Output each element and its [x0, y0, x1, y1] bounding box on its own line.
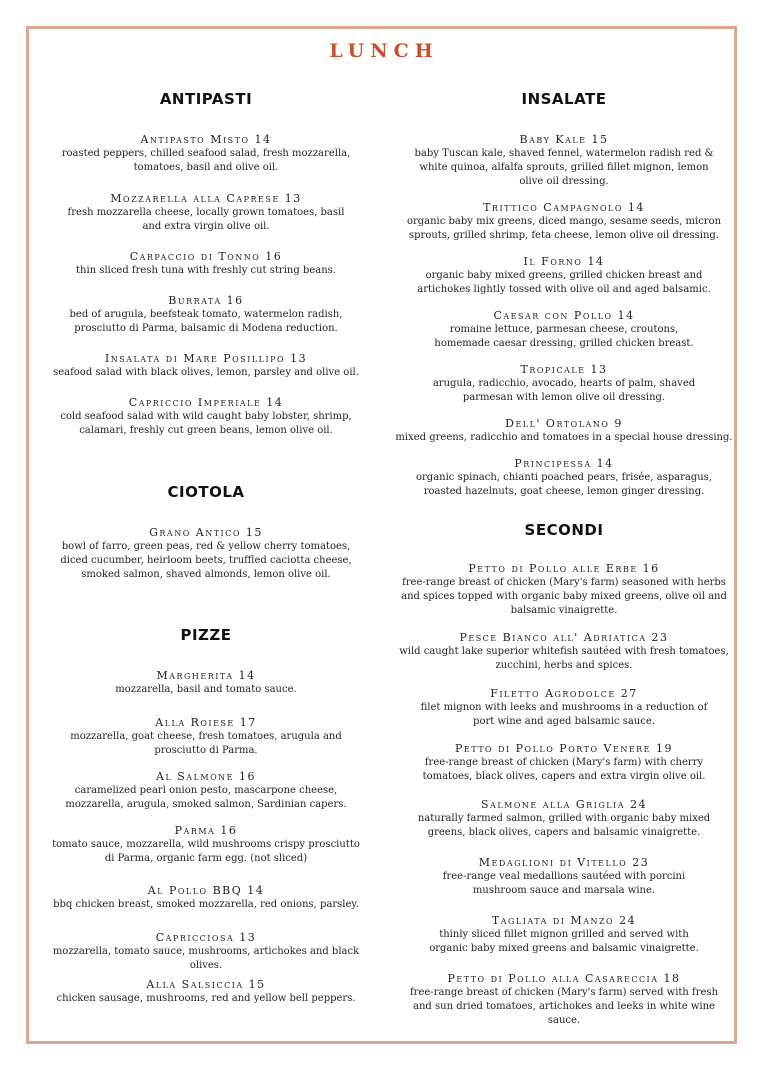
right-column [394, 0, 734, 1076]
item-description: seafood salad with black olives, lemon, parsley and olive oil. [53, 367, 359, 378]
item-description: baby Tuscan kale, shaved fennel, watermelon radish red & white quinoa, alfalfa sprouts, grilled fillet mignon, lemon olive oil dressing. [414, 148, 714, 187]
section-heading-ciotola: CIOTOLA [167, 483, 245, 501]
menu-item [394, 687, 734, 729]
item-description: roasted peppers, chilled seafood salad, fresh mozzarella, tomatoes, basil and olive oil. [61, 148, 351, 173]
item-description: mozzarella, goat cheese, fresh tomatoes, arugula and prosciutto di Parma. [70, 731, 342, 756]
menu-item [36, 770, 376, 812]
item-description: free-range breast of chicken (Mary's farm) served with fresh and sun dried tomatoes, artichokes and leeks in white wine sauce. [409, 987, 719, 1026]
menu-item [394, 631, 734, 673]
item-description: free-range breast of chicken (Mary's farm) with cherry tomatoes, black olives, capers and extra virgin olive oil. [422, 757, 706, 782]
item-description: thin sliced fresh tuna with freshly cut string beans. [76, 265, 336, 276]
item-name: Tropicale 13 [520, 363, 608, 376]
section-heading-secondi: SECONDI [524, 521, 604, 539]
item-name: Petto di Pollo alle Erbe 16 [468, 562, 660, 575]
item-description: chicken sausage, mushrooms, red and yellow bell peppers. [56, 993, 356, 1004]
item-name: Principessa 14 [514, 457, 614, 470]
menu-item [394, 309, 734, 351]
menu-item [394, 255, 734, 297]
menu-item [36, 716, 376, 758]
item-name: Capricciosa 13 [155, 931, 257, 944]
item-name: Dell' Ortolano 9 [505, 417, 623, 430]
item-name: Grano Antico 15 [149, 526, 263, 539]
item-description: cold seafood salad with wild caught baby lobster, shrimp, calamari, freshly cut green beans, lemon olive oil. [60, 411, 352, 436]
menu-item [394, 798, 734, 840]
item-name: Insalata di Mare Posillipo 13 [104, 352, 308, 365]
item-name: Margherita 14 [156, 669, 256, 682]
item-name: Parma 16 [174, 824, 238, 837]
menu-item [394, 133, 734, 189]
item-description: mozzarella, basil and tomato sauce. [115, 684, 297, 695]
item-description: mozzarella, tomato sauce, mushrooms, artichokes and black olives. [52, 946, 360, 971]
menu-item [36, 396, 376, 438]
item-description: mixed greens, radicchio and tomatoes in a special house dressing. [395, 432, 733, 443]
item-description: free-range breast of chicken (Mary's farm) seasoned with herbs and spices topped with organic baby mixed greens, olive oil and balsamic vinaigrette. [401, 577, 727, 616]
item-name: Al Salmone 16 [156, 770, 256, 783]
menu-title: LUNCH [329, 40, 439, 62]
item-name: Tagliata di Manzo 24 [491, 914, 637, 927]
item-description: thinly sliced fillet mignon grilled and served with organic baby mixed greens and balsamic vinaigrette. [429, 929, 699, 954]
item-description: bbq chicken breast, smoked mozzarella, red onions, parsley. [53, 899, 359, 910]
section-heading-insalate: INSALATE [521, 90, 607, 108]
item-description: caramelized pearl onion pesto, mascarpone cheese, mozzarella, arugula, smoked salmon, Sardinian capers. [65, 785, 347, 810]
item-name: Al Pollo BBQ 14 [147, 884, 265, 897]
item-name: Caesar con Pollo 14 [493, 309, 635, 322]
item-description: organic baby mix greens, diced mango, sesame seeds, micron sprouts, grilled shrimp, feta cheese, lemon olive oil dressing. [406, 216, 722, 241]
item-name: Mozzarella alla Caprese 13 [110, 192, 302, 205]
menu-item [394, 742, 734, 784]
menu-item [394, 201, 734, 243]
item-name: Alla Salsiccia 15 [146, 978, 266, 991]
item-description: tomato sauce, mozzarella, wild mushrooms crispy prosciutto di Parma, organic farm egg. (not sliced) [52, 839, 360, 864]
section-heading-antipasti: ANTIPASTI [159, 90, 253, 108]
item-name: Trittico Campagnolo 14 [483, 201, 645, 214]
menu-item [36, 192, 376, 234]
section-heading-pizze: PIZZE [180, 626, 232, 644]
menu-item [394, 562, 734, 618]
left-column [36, 0, 376, 1076]
menu-item [394, 972, 734, 1028]
item-name: Salmone alla Griglia 24 [481, 798, 647, 811]
item-name: Filetto Agrodolce 27 [490, 687, 638, 700]
item-name: Capriccio Imperiale 14 [128, 396, 284, 409]
item-description: filet mignon with leeks and mushrooms in a reduction of port wine and aged balsamic sauce. [420, 702, 708, 727]
item-description: bed of arugula, beefsteak tomato, watermelon radish, prosciutto di Parma, balsamic di Modena reduction. [69, 309, 343, 334]
item-name: Burrata 16 [168, 294, 244, 307]
menu-item [36, 824, 376, 866]
menu-item [36, 352, 376, 380]
menu-item [36, 133, 376, 175]
item-name: Baby Kale 15 [519, 133, 609, 146]
item-name: Il Forno 14 [523, 255, 605, 268]
menu-item [36, 294, 376, 336]
item-description: bowl of farro, green peas, red & yellow cherry tomatoes, diced cucumber, heirloom beets, truffled caciotta cheese, smoked salmon, shaved almonds, lemon olive oil. [60, 541, 352, 580]
item-name: Antipasto Misto 14 [140, 133, 272, 146]
item-description: wild caught lake superior whitefish sautéed with fresh tomatoes, zucchini, herbs and spices. [399, 646, 729, 671]
item-name: Alla Roiese 17 [155, 716, 257, 729]
item-description: organic spinach, chianti poached pears, frisée, asparagus, roasted hazelnuts, goat cheese, lemon ginger dressing. [416, 472, 712, 497]
menu-item [394, 856, 734, 898]
item-name: Petto di Pollo alla Casareccia 18 [447, 972, 681, 985]
item-name: Carpaccio di Tonno 16 [129, 250, 283, 263]
menu-item [36, 250, 376, 278]
menu-item [36, 526, 376, 582]
menu-item [36, 978, 376, 1006]
menu-item [36, 931, 376, 973]
item-name: Medaglioni di Vitello 23 [478, 856, 650, 869]
item-description: naturally farmed salmon, grilled with organic baby mixed greens, black olives, capers and balsamic vinaigrette. [417, 813, 711, 838]
item-name: Pesce Bianco all' Adriatica 23 [459, 631, 669, 644]
menu-item [394, 457, 734, 499]
item-name: Petto di Pollo Porto Venere 19 [454, 742, 674, 755]
item-description: free-range veal medallions sautéed with porcini mushroom sauce and marsala wine. [442, 871, 686, 896]
menu-item [394, 363, 734, 405]
menu-item [36, 884, 376, 912]
item-description: arugula, radicchio, avocado, hearts of palm, shaved parmesan with lemon olive oil dressing. [432, 378, 696, 403]
item-description: organic baby mixed greens, grilled chicken breast and artichokes lightly tossed with olive oil and aged balsamic. [417, 270, 711, 295]
menu-item [394, 914, 734, 956]
menu-item [394, 417, 734, 445]
item-description: fresh mozzarella cheese, locally grown tomatoes, basil and extra virgin olive oil. [67, 207, 345, 232]
item-description: romaine lettuce, parmesan cheese, croutons, homemade caesar dressing, grilled chicken breast. [434, 324, 694, 349]
menu-item [36, 669, 376, 697]
